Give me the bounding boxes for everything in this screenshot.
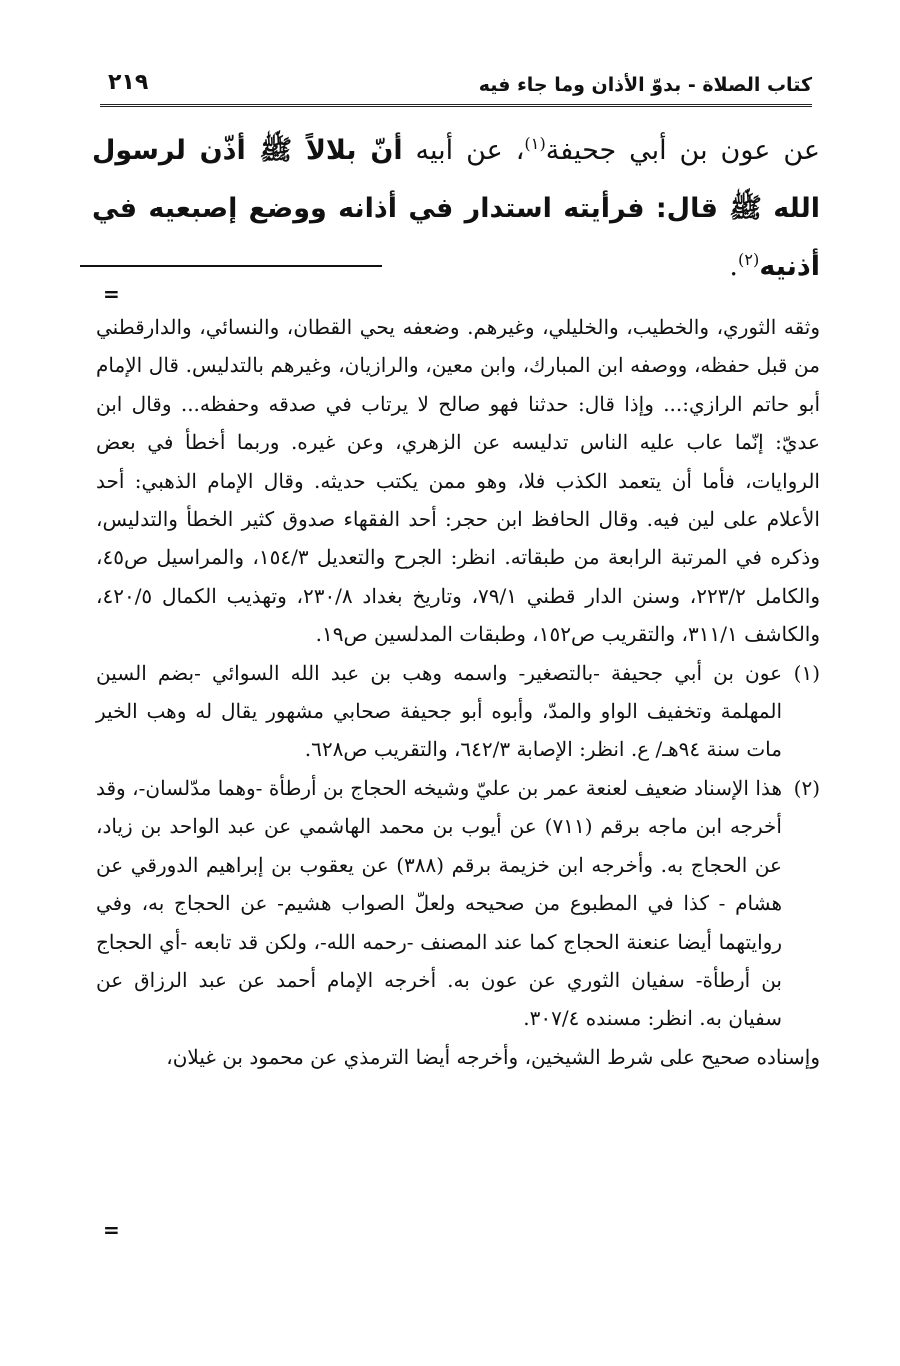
end-continuation-mark: =	[103, 1218, 120, 1242]
footnote-2-number: (٢)	[793, 775, 820, 800]
footnote-1-number: (١)	[793, 660, 820, 685]
page-number: ٢١٩	[108, 70, 149, 95]
hadith-end: .	[729, 251, 738, 282]
hadith-isnad: عن عون بن أبي جحيفة	[545, 135, 821, 166]
hadith-text	[92, 122, 820, 296]
hadith-paragraph	[92, 122, 820, 296]
footnotes	[96, 308, 820, 1076]
footnote-2-text: هذا الإسناد ضعيف لعنعة عمر بن عليّ وشيخه الحجاج بن أرطأة -وهما مدّلسان-، وقد أخرجه ابن ماجه برقم (٧١١) عن أيوب بن محمد الهاشمي عن عبد الواحد بن زياد، عن الحجاج به. وأخرجه ابن خزيمة برقم (٣٨٨) عن يعقوب بن إبراهيم الدورقي عن هشام - كذا في المطبوع من صحيحه ولعلّ الصواب هشيم- عن الحجاج به، وفي روايتهما أيضا عنعنة الحجاج كما عند المصنف -رحمه الله-، ولكن قد تابعه -أي الحجاج بن أرطأة- سفيان الثوري عن عون به. أخرجه الإمام أحمد عن عبد الرزاق عن سفيان به. انظر: مسنده ٣٠٧/٤.	[96, 775, 782, 1031]
footnote-2-continuation: وإسناده صحيح على شرط الشيخين، وأخرجه أيضا الترمذي عن محمود بن غيلان،	[166, 1044, 820, 1069]
hadith-isnad-cont: ، عن أبيه	[402, 135, 525, 166]
page-header	[100, 70, 812, 107]
footnote-ref-2: (٢)	[737, 250, 760, 269]
hadith-matn: أنّ بلالاً ﷺ أذّن لرسول الله ﷺ قال: فرأيته استدار في أذانه ووضع إصبعيه في أذنيه	[92, 135, 820, 282]
footnote-continuation: وثقه الثوري، والخطيب، والخليلي، وغيرهم. وضعفه يحي القطان، والنسائي، والدارقطني من قبل حفظه، ووصفه ابن المبارك، وابن معين، والرازيان، وغيرهم بالتدليس. قال الإمام أبو حاتم الرازي:... وإذا قال: حدثنا فهو صالح لا يرتاب في صدقه وحفظه... وقال ابن عديّ: إنّما عاب عليه الناس تدليسه عن الزهري، وعن غيره. وربما أخطأ في بعض الروايات، فأما أن يتعمد الكذب فلا، وهو ممن يكتب حديثه. وقال الإمام الذهبي: أحد الأعلام على لين فيه. وقال الحافظ ابن حجر: أحد الفقهاء صدوق كثير الخطأ والتدليس، وذكره في المرتبة الرابعة من طبقاته. انظر: الجرح والتعديل ١٥٤/٣، والمراسيل ص٤٥، والكامل ٢٢٣/٢، وسنن الدار قطني ٧٩/١، وتاريخ بغداد ٢٣٠/٨، وتهذيب الكمال ٤٢٠/٥، والكاشف ٣١١/١، والتقريب ص١٥٢، وطبقات المدلسين ص١٩.	[96, 315, 820, 647]
footnote-ref-1: (١)	[524, 134, 546, 153]
footnote-separator	[80, 265, 382, 267]
continuation-mark: =	[103, 282, 120, 306]
footnote-2	[96, 769, 820, 1038]
running-title: كتاب الصلاة - بدوّ الأذان وما جاء فيه	[478, 74, 812, 96]
footnote-1-text: عون بن أبي جحيفة -بالتصغير- واسمه وهب بن عبد الله السوائي -بضم السين المهلمة وتخفيف الواو والمدّ، وأبوه أبو جحيفة صحابي مشهور يقال له وهب الخير مات سنة ٩٤هـ/ ع. انظر: الإصابة ٦٤٢/٣، والتقريب ص٦٢٨.	[96, 660, 782, 762]
footnote-1	[96, 654, 820, 769]
